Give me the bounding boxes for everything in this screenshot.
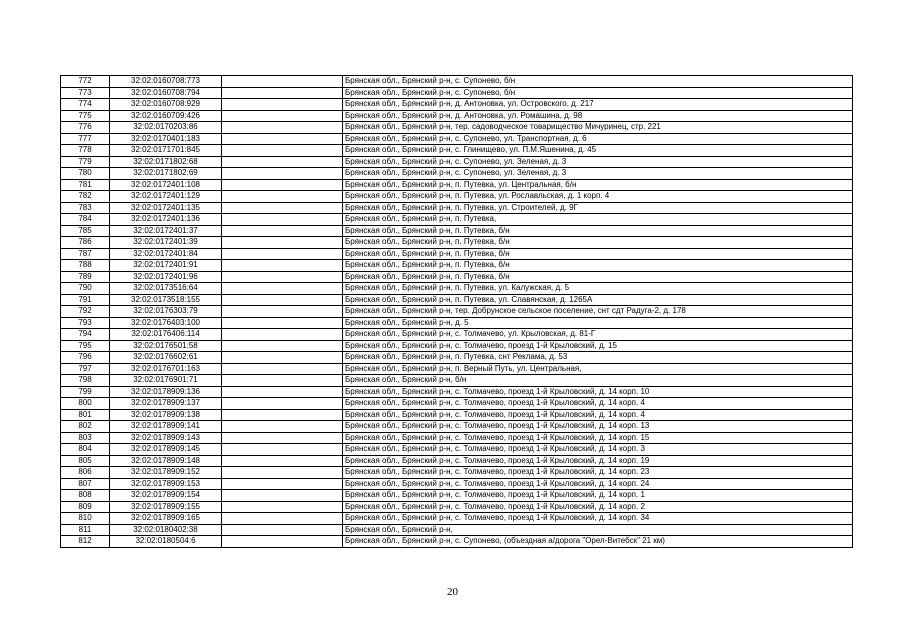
empty-cell [222,409,343,421]
property-register-table [60,75,853,548]
cadastral-number-cell: 32:02:0172401:129 [110,191,222,203]
row-number-cell: 782 [61,191,110,203]
empty-cell [222,432,343,444]
address-cell: Брянская обл., Брянский р-н, п. Путевка, ул. Центральная, б/н [343,179,853,191]
row-number-cell: 794 [61,329,110,341]
table-row [61,202,853,214]
address-cell: Брянская обл., Брянский р-н, с. Толмачево, проезд 1-й Крыловский, д. 14 корп. 19 [343,455,853,467]
cadastral-number-cell: 32:02:0178909:145 [110,444,222,456]
row-number-cell: 799 [61,386,110,398]
row-number-cell: 780 [61,168,110,180]
page-number: 20 [447,586,458,598]
address-cell: Брянская обл., Брянский р-н, п. Путевка, ул. Рославльская, д. 1 корп. 4 [343,191,853,203]
address-cell: Брянская обл., Брянский р-н, п. Путевка, б/н [343,260,853,272]
address-cell: Брянская обл., Брянский р-н, с. Супонево, ул. Транспортная, д. 6 [343,133,853,145]
empty-cell [222,271,343,283]
address-cell: Брянская обл., Брянский р-н, с. Толмачево, проезд 1-й Крыловский, д. 14 корп. 24 [343,478,853,490]
empty-cell [222,248,343,260]
table-row [61,352,853,364]
address-cell: Брянская обл., Брянский р-н, п. Путевка, ул. Строителей, д. 9Г [343,202,853,214]
table-row [61,271,853,283]
cadastral-number-cell: 32:02:0178909:153 [110,478,222,490]
row-number-cell: 787 [61,248,110,260]
address-cell: Брянская обл., Брянский р-н, д. 5 [343,317,853,329]
address-cell: Брянская обл., Брянский р-н, с. Толмачево, проезд 1-й Крыловский, д. 14 корп. 1 [343,490,853,502]
table-row [61,87,853,99]
empty-cell [222,156,343,168]
table-row [61,145,853,157]
empty-cell [222,455,343,467]
table-row [61,386,853,398]
address-cell: Брянская обл., Брянский р-н, [343,524,853,536]
address-cell: Брянская обл., Брянский р-н, п. Путевка, б/н [343,225,853,237]
empty-cell [222,99,343,111]
empty-cell [222,490,343,502]
address-cell: Брянская обл., Брянский р-н, п. Путевка, ул. Славянская, д. 1265А [343,294,853,306]
cadastral-number-cell: 32:02:0178909:155 [110,501,222,513]
row-number-cell: 789 [61,271,110,283]
address-cell: Брянская обл., Брянский р-н, с. Толмачево, проезд 1-й Крыловский, д. 14 корп. 10 [343,386,853,398]
row-number-cell: 809 [61,501,110,513]
table-row [61,260,853,272]
cadastral-number-cell: 32:02:0172401:136 [110,214,222,226]
row-number-cell: 795 [61,340,110,352]
address-cell: Брянская обл., Брянский р-н, с. Толмачево, проезд 1-й Крыловский, д. 14 корп. 4 [343,409,853,421]
row-number-cell: 777 [61,133,110,145]
empty-cell [222,225,343,237]
cadastral-number-cell: 32:02:0160708:794 [110,87,222,99]
table-body [61,76,853,548]
table-row [61,214,853,226]
cadastral-number-cell: 32:02:0170401:183 [110,133,222,145]
empty-cell [222,87,343,99]
address-cell: Брянская обл., Брянский р-н, с. Толмачево, проезд 1-й Крыловский, д. 14 корп. 2 [343,501,853,513]
row-number-cell: 778 [61,145,110,157]
address-cell: Брянская обл., Брянский р-н, п. Путевка, [343,214,853,226]
row-number-cell: 772 [61,76,110,88]
row-number-cell: 806 [61,467,110,479]
address-cell: Брянская обл., Брянский р-н, с. Глинищево, ул. П.М.Яшенина, д. 45 [343,145,853,157]
address-cell: Брянская обл., Брянский р-н, с. Толмачево, проезд 1-й Крыловский, д. 14 корп. 23 [343,467,853,479]
address-cell: Брянская обл., Брянский р-н, с. Толмачево, проезд 1-й Крыловский, д. 14 корп. 3 [343,444,853,456]
row-number-cell: 786 [61,237,110,249]
cadastral-number-cell: 32:02:0171701:845 [110,145,222,157]
row-number-cell: 807 [61,478,110,490]
row-number-cell: 779 [61,156,110,168]
cadastral-number-cell: 32:02:0172401:108 [110,179,222,191]
empty-cell [222,179,343,191]
empty-cell [222,294,343,306]
empty-cell [222,133,343,145]
table-row [61,179,853,191]
row-number-cell: 785 [61,225,110,237]
cadastral-number-cell: 32:02:0172401:39 [110,237,222,249]
empty-cell [222,536,343,548]
cadastral-number-cell: 32:02:0178909:165 [110,513,222,525]
cadastral-number-cell: 32:02:0160709:426 [110,110,222,122]
row-number-cell: 784 [61,214,110,226]
row-number-cell: 791 [61,294,110,306]
cadastral-number-cell: 32:02:0172401:37 [110,225,222,237]
row-number-cell: 798 [61,375,110,387]
empty-cell [222,363,343,375]
empty-cell [222,76,343,88]
row-number-cell: 796 [61,352,110,364]
empty-cell [222,306,343,318]
table-row [61,156,853,168]
empty-cell [222,191,343,203]
cadastral-number-cell: 32:02:0176303:79 [110,306,222,318]
row-number-cell: 775 [61,110,110,122]
empty-cell [222,340,343,352]
table-row [61,501,853,513]
empty-cell [222,478,343,490]
address-cell: Брянская обл., Брянский р-н, б/н [343,375,853,387]
row-number-cell: 781 [61,179,110,191]
empty-cell [222,145,343,157]
row-number-cell: 793 [61,317,110,329]
address-cell: Брянская обл., Брянский р-н, п. Путевка, ул. Калужская, д. 5 [343,283,853,295]
row-number-cell: 773 [61,87,110,99]
row-number-cell: 776 [61,122,110,134]
address-cell: Брянская обл., Брянский р-н, п. Путевка, б/н [343,271,853,283]
address-cell: Брянская обл., Брянский р-н, тер. Добрунское сельское поселение, снт сдт Радуга-2, д. 178 [343,306,853,318]
address-cell: Брянская обл., Брянский р-н, д. Антоновка, ул. Ромашина, д. 98 [343,110,853,122]
empty-cell [222,329,343,341]
empty-cell [222,214,343,226]
empty-cell [222,317,343,329]
empty-cell [222,467,343,479]
cadastral-number-cell: 32:02:0173516:64 [110,283,222,295]
cadastral-number-cell: 32:02:0178909:154 [110,490,222,502]
table-row [61,513,853,525]
address-cell: Брянская обл., Брянский р-н, п. Путевка, б/н [343,248,853,260]
address-cell: Брянская обл., Брянский р-н, п. Верный Путь, ул. Центральная, [343,363,853,375]
row-number-cell: 804 [61,444,110,456]
address-cell: Брянская обл., Брянский р-н, п. Путевка, б/н [343,237,853,249]
cadastral-number-cell: 32:02:0178909:143 [110,432,222,444]
cadastral-number-cell: 32:02:0176701:163 [110,363,222,375]
row-number-cell: 805 [61,455,110,467]
cadastral-number-cell: 32:02:0172401:84 [110,248,222,260]
cadastral-number-cell: 32:02:0160708:773 [110,76,222,88]
table-row [61,237,853,249]
address-cell: Брянская обл., Брянский р-н, с. Супонево, б/н [343,76,853,88]
cadastral-number-cell: 32:02:0170203:86 [110,122,222,134]
table-row [61,191,853,203]
empty-cell [222,237,343,249]
table-row [61,133,853,145]
cadastral-number-cell: 32:02:0176406:114 [110,329,222,341]
cadastral-number-cell: 32:02:0160708:929 [110,99,222,111]
cadastral-number-cell: 32:02:0176901:71 [110,375,222,387]
cadastral-number-cell: 32:02:0178909:141 [110,421,222,433]
row-number-cell: 792 [61,306,110,318]
table-row [61,478,853,490]
address-cell: Брянская обл., Брянский р-н, с. Супонево, б/н [343,87,853,99]
address-cell: Брянская обл., Брянский р-н, п. Путевка, снт Реклама, д. 53 [343,352,853,364]
empty-cell [222,386,343,398]
table-row [61,444,853,456]
address-cell: Брянская обл., Брянский р-н, с. Толмачево, проезд 1-й Крыловский, д. 14 корп. 13 [343,421,853,433]
cadastral-number-cell: 32:02:0178909:152 [110,467,222,479]
row-number-cell: 800 [61,398,110,410]
cadastral-number-cell: 32:02:0180402:38 [110,524,222,536]
row-number-cell: 810 [61,513,110,525]
empty-cell [222,122,343,134]
cadastral-number-cell: 32:02:0172401:96 [110,271,222,283]
table-row [61,99,853,111]
table-row [61,432,853,444]
cadastral-number-cell: 32:02:0180504:6 [110,536,222,548]
table-row [61,455,853,467]
empty-cell [222,444,343,456]
table-row [61,283,853,295]
row-number-cell: 788 [61,260,110,272]
empty-cell [222,513,343,525]
table-row [61,225,853,237]
table-row [61,76,853,88]
address-cell: Брянская обл., Брянский р-н, тер. садоводческое товарищество Мичуринец, стр. 221 [343,122,853,134]
table-row [61,524,853,536]
row-number-cell: 774 [61,99,110,111]
row-number-cell: 803 [61,432,110,444]
table-row [61,306,853,318]
empty-cell [222,283,343,295]
row-number-cell: 808 [61,490,110,502]
cadastral-number-cell: 32:02:0178909:138 [110,409,222,421]
row-number-cell: 797 [61,363,110,375]
empty-cell [222,110,343,122]
empty-cell [222,524,343,536]
cadastral-number-cell: 32:02:0178909:137 [110,398,222,410]
table-row [61,168,853,180]
address-cell: Брянская обл., Брянский р-н, с. Супонево, ул. Зеленая, д. 3 [343,168,853,180]
cadastral-number-cell: 32:02:0172401:135 [110,202,222,214]
row-number-cell: 801 [61,409,110,421]
table-row [61,421,853,433]
cadastral-number-cell: 32:02:0176403:100 [110,317,222,329]
cadastral-number-cell: 32:02:0178909:148 [110,455,222,467]
address-cell: Брянская обл., Брянский р-н, с. Толмачево, ул. Крыловская, д. 81-Г [343,329,853,341]
address-cell: Брянская обл., Брянский р-н, д. Антоновка, ул. Островского, д. 217 [343,99,853,111]
table-row [61,122,853,134]
cadastral-number-cell: 32:02:0176501:58 [110,340,222,352]
table-row [61,490,853,502]
empty-cell [222,202,343,214]
table-row [61,375,853,387]
empty-cell [222,501,343,513]
address-cell: Брянская обл., Брянский р-н, с. Супонево, ул. Зеленая, д. 3 [343,156,853,168]
cadastral-number-cell: 32:02:0172401:91 [110,260,222,272]
row-number-cell: 811 [61,524,110,536]
row-number-cell: 783 [61,202,110,214]
empty-cell [222,421,343,433]
address-cell: Брянская обл., Брянский р-н, с. Толмачево, проезд 1-й Крыловский, д. 14 корп. 4 [343,398,853,410]
row-number-cell: 812 [61,536,110,548]
empty-cell [222,398,343,410]
empty-cell [222,375,343,387]
table-row [61,317,853,329]
table-row [61,363,853,375]
address-cell: Брянская обл., Брянский р-н, с. Толмачево, проезд 1-й Крыловский, д. 14 корп. 34 [343,513,853,525]
row-number-cell: 802 [61,421,110,433]
table-row [61,329,853,341]
cadastral-number-cell: 32:02:0171802:68 [110,156,222,168]
table-row [61,294,853,306]
cadastral-number-cell: 32:02:0176602:61 [110,352,222,364]
empty-cell [222,352,343,364]
empty-cell [222,168,343,180]
empty-cell [222,260,343,272]
row-number-cell: 790 [61,283,110,295]
cadastral-number-cell: 32:02:0178909:136 [110,386,222,398]
address-cell: Брянская обл., Брянский р-н, с. Толмачево, проезд 1-й Крыловский, д. 14 корп. 15 [343,432,853,444]
table-row [61,110,853,122]
table-row [61,467,853,479]
cadastral-number-cell: 32:02:0173518:155 [110,294,222,306]
table-row [61,340,853,352]
cadastral-number-cell: 32:02:0171802:69 [110,168,222,180]
table-row [61,398,853,410]
table-row [61,536,853,548]
table-row [61,409,853,421]
table-row [61,248,853,260]
address-cell: Брянская обл., Брянский р-н, с. Супонево, (объездная а/дорога "Орел-Витебск" 21 км) [343,536,853,548]
address-cell: Брянская обл., Брянский р-н, с. Толмачево, проезд 1-й Крыловский, д. 15 [343,340,853,352]
